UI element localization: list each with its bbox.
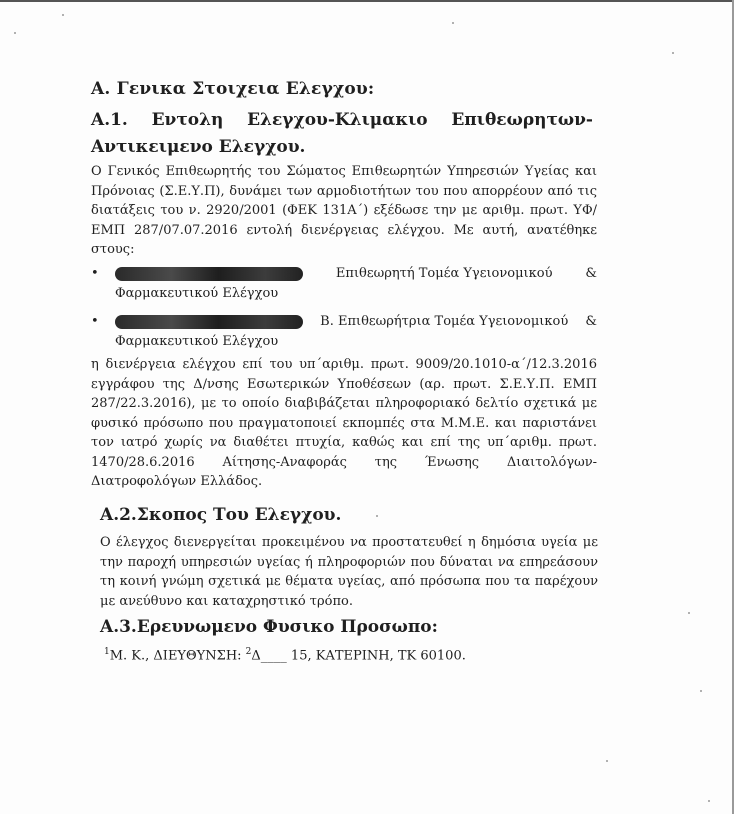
bullet-text-line2: Φαρμακευτικού Ελέγχου <box>115 286 279 301</box>
heading-general-data: Α. Γενικα Στοιχεια Ελεγχου: <box>91 79 375 99</box>
footnote-marker-2: 2 <box>245 647 252 657</box>
redacted-name <box>115 267 303 281</box>
heading-a1 <box>91 110 593 130</box>
bullet-symbol: • <box>91 314 99 329</box>
bullet-item-inspector-1 <box>91 264 597 304</box>
heading-a1-word3: Επιθεωρητων- <box>451 110 593 130</box>
scan-speck <box>452 22 454 24</box>
footnote-marker-1: 1 <box>104 647 110 657</box>
paragraph-assignment: η διενέργεια ελέγχου επί του υπ΄αριθμ. πρωτ. 9009/20.1010-α΄/12.3.2016 εγγράφου της Δ/νσης Εσωτερικών Υποθέσεων (αρ. πρωτ. Σ.Ε.Υ.Π. ΕΜΠ 287/22.3.2016), με το οποίο διαβιβάζεται πληροφοριακό δελτίο σχετικά με φυσικό πρόσωπο που πραγματοποιεί εκπομπές στα Μ.Μ.Ε. και παριστάνει τον ιατρό χωρίς να διαθέτει πτυχία, καθώς και επί της υπ΄αριθμ. πρωτ. 1470/28.6.2016 Αίτησης-Αναφοράς της Ένωσης Διαιτολόγων-Διατροφολόγων Ελλάδος. <box>91 357 597 489</box>
paragraph-purpose: Ο έλεγχος διενεργείται προκειμένου να προστατευθεί η δημόσια υγεία με την παροχή υπηρεσιών υγείας ή πληροφοριών που δύναται να επηρεάσουν τη κοινή γνώμη σχετικά με θέματα υγείας, από πρόσωπα που τα παρέχουν με ανεύθυνο και καταχρηστικό τρόπο. <box>100 535 598 609</box>
bullet-text: Β. Επιθεωρήτρια Τομέα Υγειονομικού <box>320 314 569 329</box>
scan-speck <box>606 760 608 762</box>
scan-speck <box>708 800 710 802</box>
scan-speck <box>700 690 702 692</box>
heading-a1-number: Α.1. <box>91 110 128 130</box>
heading-a1-line2: Αντικειμενο Ελεγχου. <box>91 137 306 157</box>
street-address: Δ____ 15, ΚΑΤΕΡΙΝΗ, ΤΚ 60100. <box>251 648 466 664</box>
heading-a1-word2: Ελεγχου-Κλιμακιο <box>247 110 428 130</box>
bullet-text: Επιθεωρητή Τομέα Υγειονομικού <box>335 266 553 281</box>
scan-speck <box>672 52 674 54</box>
paragraph-mandate: Ο Γενικός Επιθεωρητής του Σώματος Επιθεωρητών Υπηρεσιών Υγείας και Πρόνοιας (Σ.Ε.Υ.Π), δυνάμει των αρμοδιοτήτων του που απορρέουν από τις διατάξεις του ν. 2920/2001 (ΦΕΚ 131Α΄) εξέδωσε την με αριθμ. πρωτ. ΥΦ/ΕΜΠ 287/07.07.2016 εντολή διενέργειας ελέγχου. Με αυτή, ανατέθηκε στους: <box>91 164 597 257</box>
scan-speck <box>62 14 64 16</box>
top-border <box>0 0 734 2</box>
address-line <box>104 647 466 663</box>
scan-speck <box>688 612 690 614</box>
person-name: Μ. Κ., ΔΙΕΥΘΥΝΣΗ: <box>109 648 246 664</box>
bullet-text-line2: Φαρμακευτικού Ελέγχου <box>115 334 279 349</box>
bullet-ampersand: & <box>585 314 597 329</box>
bullet-ampersand: & <box>585 266 597 281</box>
scan-speck <box>14 32 16 34</box>
bullet-symbol: • <box>91 266 99 281</box>
redacted-name <box>115 315 303 329</box>
heading-a2-purpose: Α.2.Σκοπος Του Ελεγχου. <box>100 505 342 525</box>
heading-a1-word1: Εντολη <box>151 110 224 130</box>
bullet-item-inspector-2 <box>91 312 597 352</box>
heading-a3-person: Α.3.Ερευνωμενο Φυσικο Προσωπο: <box>100 617 438 637</box>
scan-speck <box>376 515 378 517</box>
